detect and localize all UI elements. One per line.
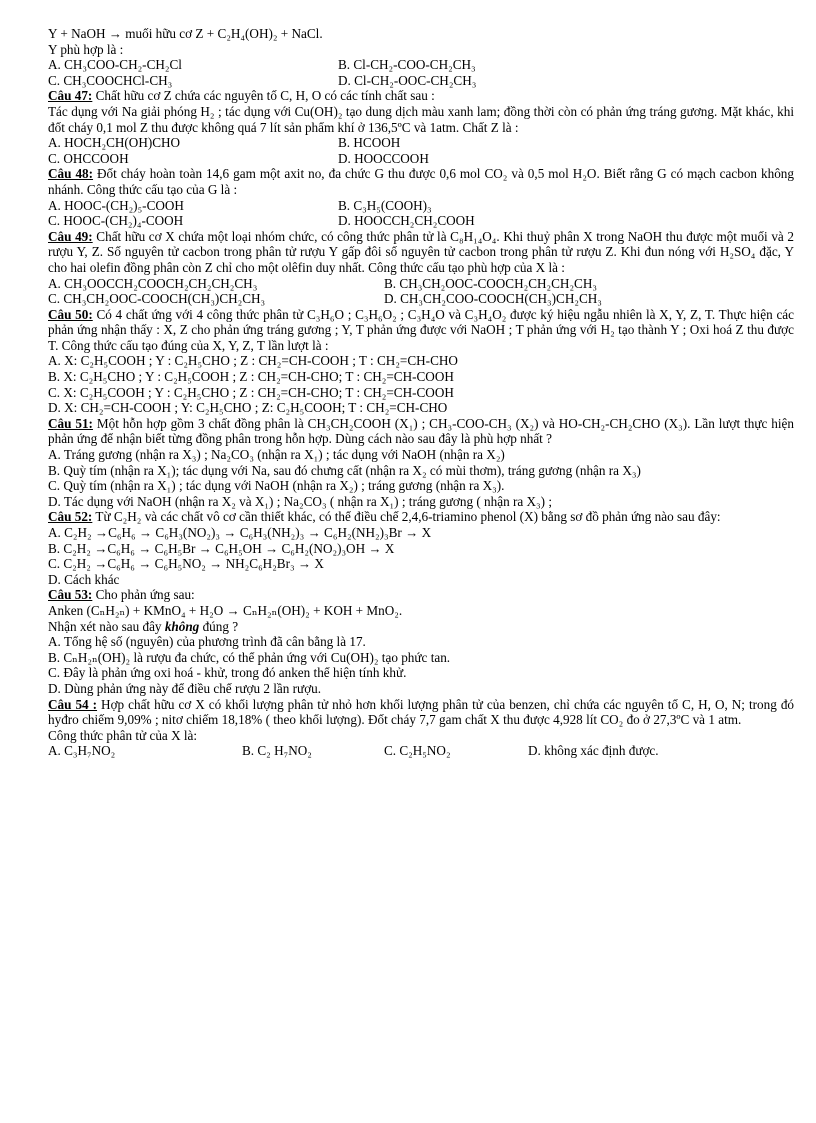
question-number: Câu 54 :	[48, 696, 98, 712]
question-stem: Cho phản ứng sau:	[92, 587, 195, 603]
question-stem: Đốt cháy hoàn toàn 14,6 gam một axit no, đa chức G thu được 0,6 mol CO₂ và 0,5 mol H₂O. Biết rằng G có mạch cacbon không nhánh. Công thức cấu tạo của G là :	[48, 166, 794, 197]
option-a: A. HOCH₂CH(OH)CHO	[48, 135, 181, 151]
option-b: B. CₙH₂ₙ(OH)₂ là rượu đa chức, có thể phản ứng với Cu(OH)₂ tạo phức tan.	[48, 649, 451, 665]
question-number: Câu 47:	[48, 88, 93, 104]
option-d: D. HOOCCH₂CH₂COOH	[338, 213, 475, 229]
option-a: A. Tráng gương (nhận ra X₃) ; Na₂CO₃ (nhận ra X₁) ; tác dụng với NaOH (nhận ra X₂)	[48, 447, 505, 463]
question-stem: Từ C₂H₂ và các chất vô cơ cần thiết khác, có thể điều chế 2,4,6-triamino phenol (X) bằng sơ đồ phản ứng nào sau đây:	[92, 509, 721, 525]
option-d: D. HOOCCOOH	[338, 150, 429, 166]
option-d: D. X: CH₂=CH-COOH ; Y: C₂H₅CHO ; Z: C₂H₅COOH; T : CH₂=CH-CHO	[48, 400, 448, 416]
option-a: A. HOOC-(CH₂)₅-COOH	[48, 197, 184, 213]
option-d: D. CH₃CH₂COO-COOCH(CH₃)CH₂CH₃	[384, 291, 602, 307]
option-b: B. CH₃CH₂OOC-COOCH₂CH₂CH₂CH₃	[384, 275, 597, 291]
question-53	[48, 587, 794, 603]
option-b: B. C₃H₅(COOH)₃	[338, 197, 432, 213]
options-row	[48, 213, 794, 229]
option-b: B. C₂ H₇NO₂	[242, 743, 312, 759]
question-54	[48, 697, 794, 728]
option-a: A. Tổng hệ số (nguyên) của phương trình đã cân bằng là 17.	[48, 634, 366, 650]
option-a: A. C₃H₇NO₂	[48, 743, 116, 759]
question-47	[48, 88, 794, 104]
option-d: D. Cách khác	[48, 571, 120, 587]
document-page	[48, 26, 794, 759]
options-row	[48, 57, 794, 73]
option-c: C. HOOC-(CH₂)₄-COOH	[48, 213, 184, 229]
question-48	[48, 166, 794, 197]
option-b: B. Quỳ tím (nhận ra X₁); tác dụng với Na, sau đó chưng cất (nhận ra X₂ có mùi thơm), tráng gương (nhận ra X₃)	[48, 462, 641, 478]
option-d: D. Cl-CH₂-OOC-CH₂CH₃	[338, 72, 477, 88]
option-d: D. Dùng phản ứng này để điều chế rượu 2 lần rượu.	[48, 680, 322, 696]
options-row	[48, 73, 794, 89]
option-c: C. C₂H₂ →C₆H₆ → C₆H₅NO₂ → NH₂C₆H₂Br₃ → X	[48, 556, 324, 572]
question-number: Câu 53:	[48, 587, 93, 603]
option-b: B. C₂H₂ →C₆H₆ → C₆H₅Br → C₆H₅OH → C₆H₂(NO₂)₃OH → X	[48, 540, 395, 556]
intro-equation: Y + NaOH → muối hữu cơ Z + C₂H₄(OH)₂ + NaCl.	[48, 26, 323, 41]
question-52	[48, 509, 794, 525]
option-b: B. Cl-CH₂-COO-CH₂CH₃	[338, 57, 476, 73]
options-row	[48, 151, 794, 167]
option-c: C. X: C₂H₅COOH ; Y : C₂H₅CHO ; Z : CH₂=CH-CHO; T : CH₂=CH-COOH	[48, 384, 454, 400]
question-49	[48, 229, 794, 276]
option-b: B. X: C₂H₅CHO ; Y : C₂H₅COOH ; Z : CH₂=CH-CHO; T : CH₂=CH-COOH	[48, 369, 454, 385]
option-a: A. C₂H₂ →C₆H₆ → C₆H₃(NO₂)₃ → C₆H₃(NH₂)₃ → C₆H₂(NH₂)₃Br → X	[48, 525, 432, 540]
question-number: Câu 49:	[48, 228, 93, 244]
ask-text-end: đúng ?	[199, 618, 239, 634]
option-d: D. Tác dụng với NaOH (nhận ra X₂ và X₁) ; Na₂CO₃ ( nhận ra X₁) ; tráng gương ( nhận ra X₃) ;	[48, 493, 553, 509]
option-c: C. OHCCOOH	[48, 150, 129, 166]
reaction-equation: Anken (CₙH₂ₙ) + KMnO₄ + H₂O → CₙH₂ₙ(OH)₂ + KOH + MnO₂.	[48, 602, 403, 618]
options-row	[48, 276, 794, 292]
question-ask	[48, 619, 794, 635]
question-number: Câu 52:	[48, 509, 93, 525]
ask-emphasis: không	[164, 618, 200, 634]
question-50	[48, 307, 794, 354]
option-a: A. X: C₂H₅COOH ; Y : C₂H₅CHO ; Z : CH₂=CH-COOH ; T : CH₂=CH-CHO	[48, 353, 458, 369]
question-number: Câu 51:	[48, 415, 93, 431]
question-number: Câu 50:	[48, 306, 93, 322]
question-ask: Công thức phân tử của X là:	[48, 727, 198, 743]
option-c: C. CH₃COOCHCl-CH₃	[48, 72, 173, 88]
question-stem: Chất hữu cơ X chứa một loại nhóm chức, có công thức phân tử là C₈H₁₄O₄. Khi thuỷ phân X trong NaOH thu được một muối và 2 rượu Y, Z. Số nguyên tử cacbon trong phân tử rượu Y gấp đôi số nguyên tử cacbon trong phân tử rượu Z. Khi đun nóng với H₂SO₄ đặc, Y cho hai olefin đồng phân còn Z chỉ cho một olêfin duy nhất. Công thức cấu tạo phù hợp của X là :	[48, 228, 794, 275]
option-c: C. C₂H₅NO₂	[384, 743, 451, 759]
question-number: Câu 48:	[48, 166, 94, 182]
question-stem: Một hỗn hợp gồm 3 chất đồng phân là CH₃CH₂COOH (X₁) ; CH₃-COO-CH₃ (X₂) và HO-CH₂-CH₂CHO (X₃). Lần lượt thực hiện phản ứng để nhận biết từng đồng phân trong hỗn hợp. Dùng cách nào sau đây là phù hợp nhất ?	[48, 415, 795, 447]
options-row	[48, 135, 794, 151]
question-stem: Có 4 chất ứng với 4 công thức phân tử C₃H₆O ; C₃H₆O₂ ; C₃H₄O và C₃H₄O₂ được ký hiệu ngẫu nhiên là X, Y, Z, T. Thực hiện các phản ứng nhận thấy : X, Z cho phản ứng tráng gương ; Y, T phản ứng được với NaOH ; T phản ứng với H₂ tạo thành Y ; Oxi hoá Z thu được T. Công thức cấu tạo đúng của X, Y, Z, T lần lượt là :	[48, 306, 795, 353]
option-a: A. CH₃OOCCH₂COOCH₂CH₂CH₂CH₃	[48, 275, 258, 291]
question-body: Tác dụng với Na giải phóng H₂ ; tác dụng với Cu(OH)₂ tạo dung dịch màu xanh lam; đồng thời còn có phản ứng tráng gương. Mặt khác, khi đốt cháy 0,1 mol Z thu được không quá 7 lít sản phẩm khí ở 136,5ºC và 1atm. Chất Z là :	[48, 103, 794, 135]
option-d: D. không xác định được.	[528, 743, 659, 759]
options-row	[48, 291, 794, 307]
option-c: C. Đây là phản ứng oxi hoá - khử, trong đó anken thể hiện tính khử.	[48, 665, 407, 681]
options-row	[48, 198, 794, 214]
intro-question: Y phù hợp là :	[48, 41, 124, 57]
options-row	[48, 743, 794, 759]
question-stem: Chất hữu cơ Z chứa các nguyên tố C, H, O có các tính chất sau :	[92, 88, 435, 104]
ask-text: Nhận xét nào sau đây	[48, 618, 165, 634]
option-c: C. CH₃CH₂OOC-COOCH(CH₃)CH₂CH₃	[48, 291, 266, 307]
option-a: A. CH₃COO-CH₂-CH₂Cl	[48, 57, 182, 73]
question-stem: Hợp chất hữu cơ X có khối lượng phân tử nhỏ hơn khối lượng phân tử của benzen, chỉ chứa các nguyên tố C, H, O, N; trong đó hyđro chiếm 9,09% ; nitơ chiếm 18,18% ( theo khối lượng). Đốt cháy 7,7 gam chất X thu được 4,928 lít CO₂ đo ở 27,3ºC và 1 atm.	[48, 696, 795, 728]
question-51	[48, 416, 794, 447]
option-b: B. HCOOH	[338, 135, 401, 151]
option-c: C. Quỳ tím (nhận ra X₁) ; tác dụng với NaOH (nhận ra X₂) ; tráng gương (nhận ra X₃).	[48, 478, 505, 494]
